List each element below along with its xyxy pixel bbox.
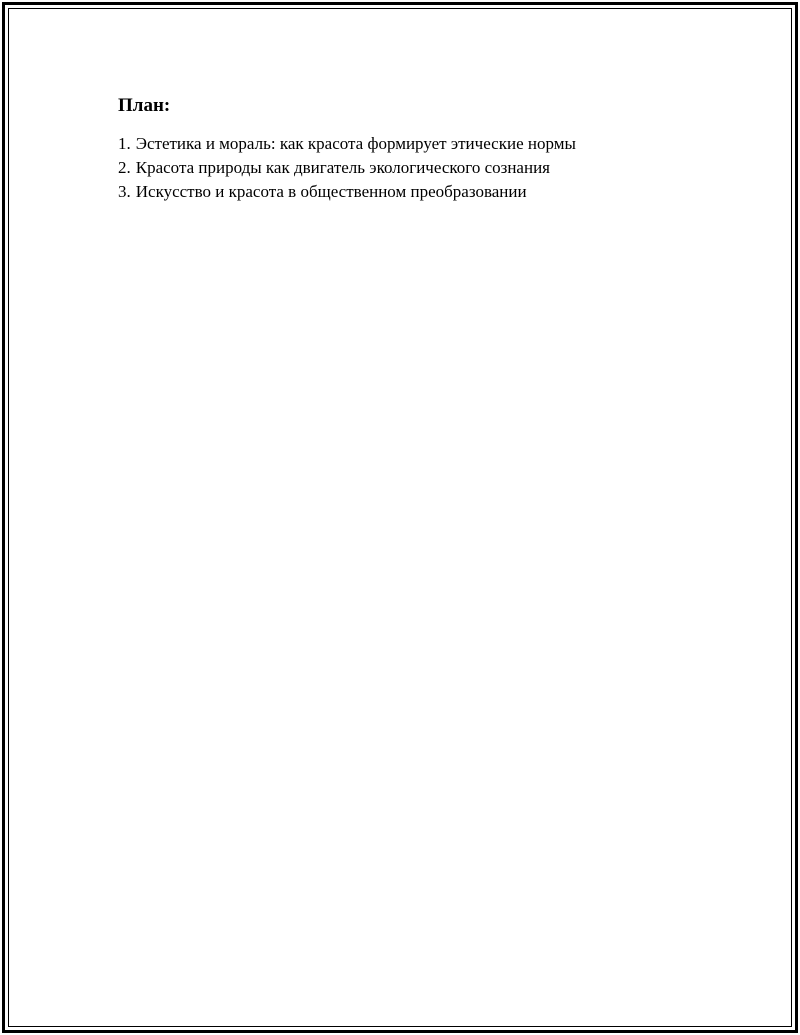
list-item xyxy=(118,132,718,156)
list-item-number: 3. xyxy=(118,182,131,201)
page-content xyxy=(118,94,718,204)
list-item-number: 2. xyxy=(118,158,131,177)
list-item-text: Красота природы как двигатель экологического сознания xyxy=(135,158,550,177)
list-item xyxy=(118,180,718,204)
list-item-number: 1. xyxy=(118,134,131,153)
list-item xyxy=(118,156,718,180)
plan-list xyxy=(118,132,718,204)
list-item-text: Эстетика и мораль: как красота формирует этические нормы xyxy=(135,134,576,153)
page-title: План: xyxy=(118,95,171,116)
list-item-text: Искусство и красота в общественном преобразовании xyxy=(135,182,527,201)
